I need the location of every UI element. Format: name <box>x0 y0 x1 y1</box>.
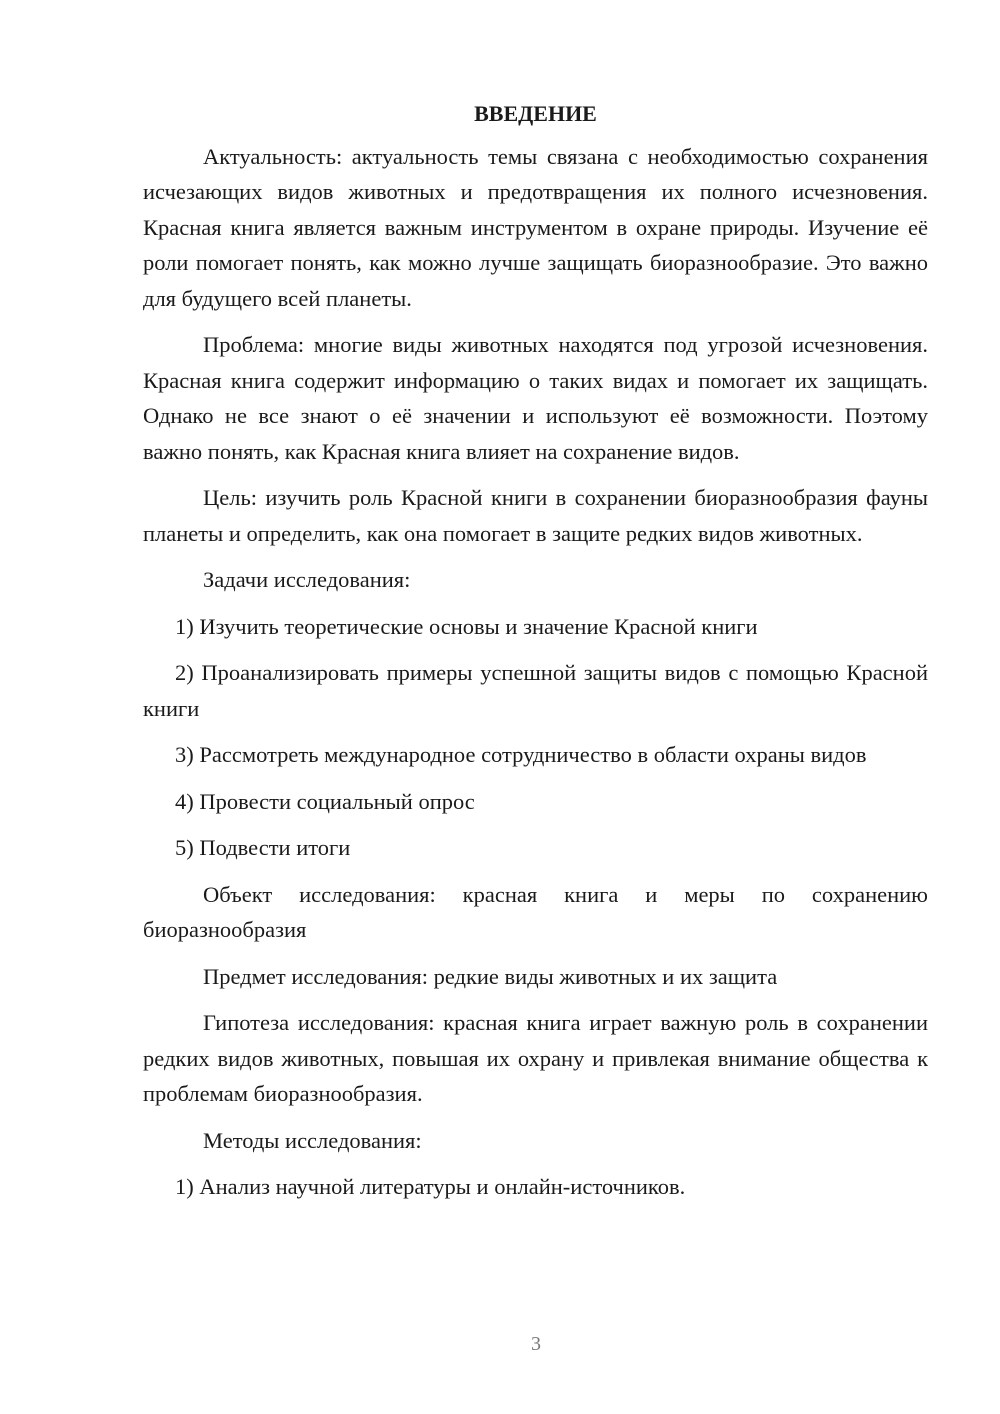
subject-paragraph: Предмет исследования: редкие виды животных и их защита <box>203 963 778 989</box>
object-paragraph: Объект исследования: красная книга и меры по сохранению биоразнообразия <box>143 881 928 942</box>
method-item-1: 1) Анализ научной литературы и онлайн-источников. <box>175 1174 686 1199</box>
task-item-5: 5) Подвести итоги <box>175 835 351 860</box>
hypothesis-paragraph: Гипотеза исследования: красная книга играет важную роль в сохранении редких видов животных, повышая их охрану и привлекая внимание общества к проблемам биоразнообразия. <box>143 1010 928 1106</box>
methods-title: Методы исследования: <box>203 1127 422 1153</box>
task-item-3: 3) Рассмотреть международное сотрудничество в области охраны видов <box>175 742 867 767</box>
relevance-paragraph: Актуальность: актуальность темы связана с необходимостью сохранения исчезающих видов животных и предотвращения их полного исчезновения. Красная книга является важным инструментом в охране природы. Изучение её роли помогает понять, как можно лучше защищать биоразнообразие. Это важно для будущего всей планеты. <box>143 143 928 311</box>
page-content <box>143 96 928 1216</box>
section-heading: ВВЕДЕНИЕ <box>474 101 597 126</box>
task-item-1: 1) Изучить теоретические основы и значение Красной книги <box>175 613 758 639</box>
problem-paragraph: Проблема: многие виды животных находятся под угрозой исчезновения. Красная книга содержит информацию о таких видах и помогает их защищать. Однако не все знают о её значении и используют её возможности. Поэтому важно понять, как Красная книга влияет на сохранение видов. <box>143 332 928 464</box>
task-item-4: 4) Провести социальный опрос <box>175 788 475 814</box>
task-item-2: 2) Проанализировать примеры успешной защиты видов с помощью Красной книги <box>143 660 928 721</box>
tasks-title: Задачи исследования: <box>203 567 411 592</box>
goal-paragraph: Цель: изучить роль Красной книги в сохранении биоразнообразия фауны планеты и определить, как она помогает в защите редких видов животных. <box>143 485 928 546</box>
page-number: 3 <box>531 1333 541 1355</box>
